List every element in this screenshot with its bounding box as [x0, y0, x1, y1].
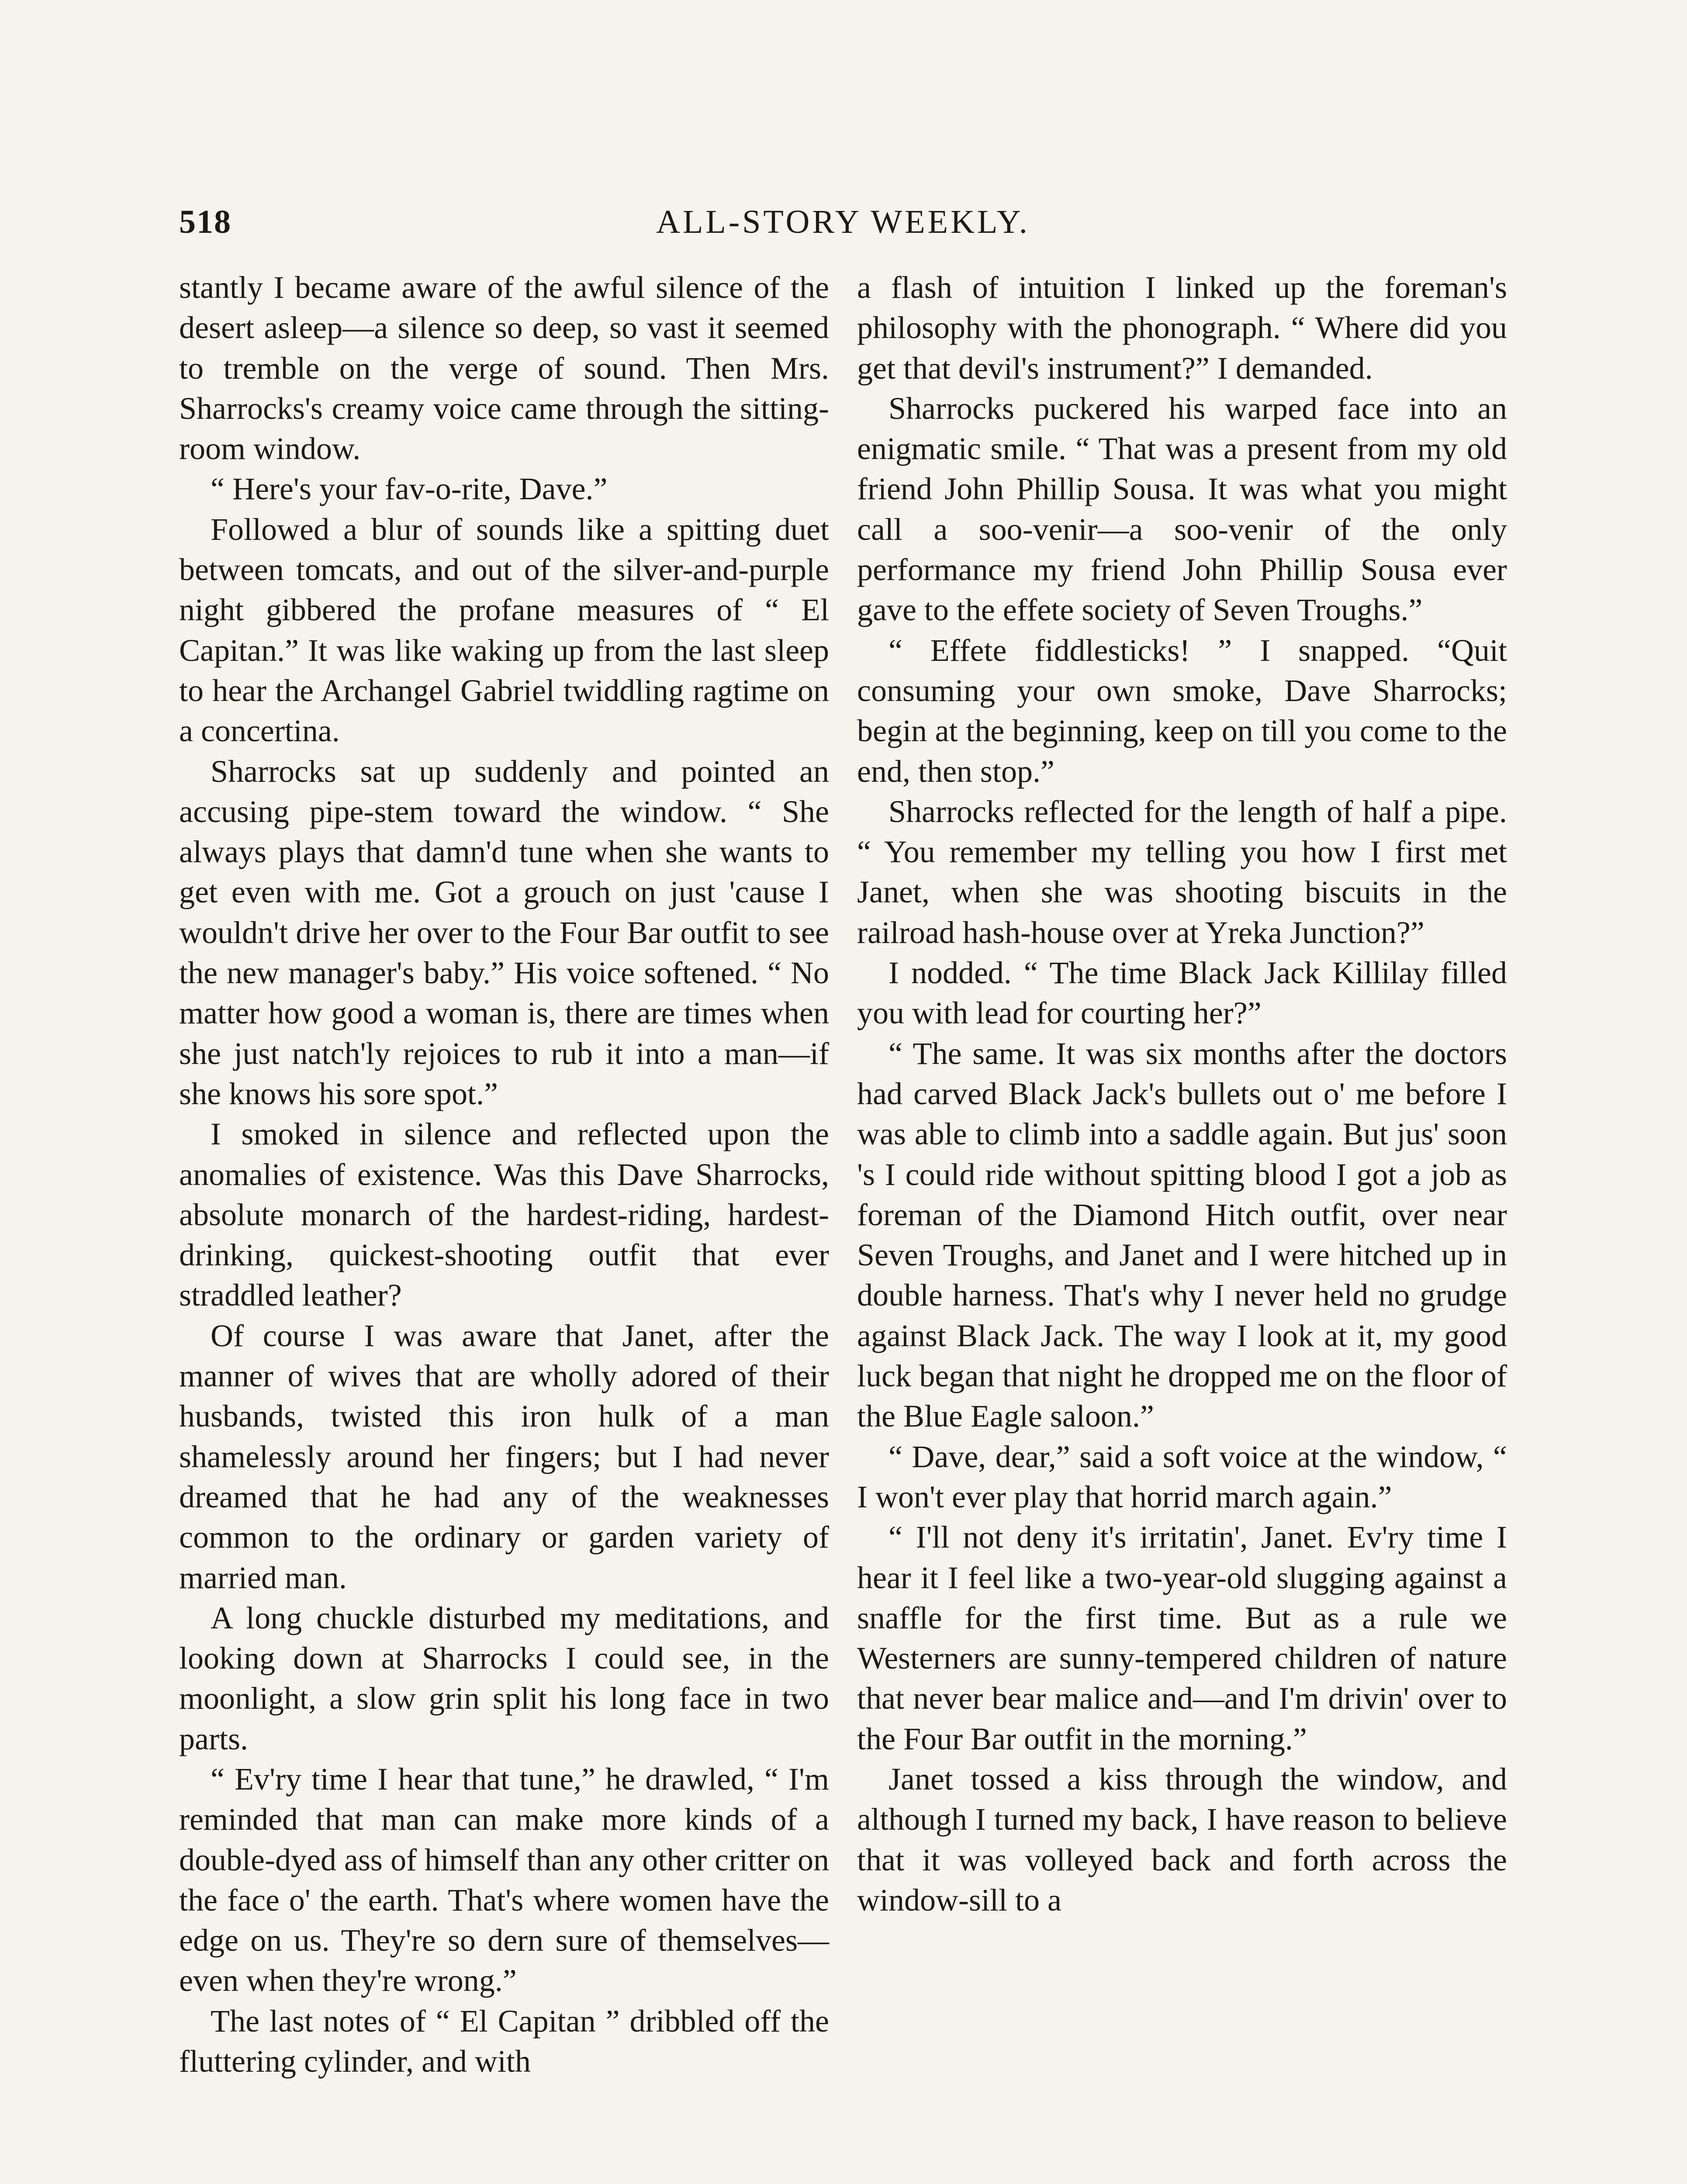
right-column: [857, 267, 1507, 1920]
paragraph: Sharrocks puckered his warped face into an enigmatic smile. “ That was a present from my old friend John Phillip Sousa. It was what you might call a soo-venir—a soo-venir of the only performance my friend John Phillip Sousa ever gave to the effete society of Seven Troughs.”: [857, 390, 1507, 628]
page-header: [179, 199, 1507, 260]
paragraph: I nodded. “ The time Black Jack Killilay filled you with lead for courting her?”: [857, 955, 1507, 1031]
paragraph: “ The same. It was six months after the doctors had carved Black Jack's bullets out o' me before I was able to climb into a saddle again. But jus' soon 's I could ride without spitting blood I got a job as foreman of the Diamond Hitch outfit, over near Seven Troughs, and Janet and I were hitched up in double harness. That's why I never held no grudge against Black Jack. The way I look at it, my good luck began that night he dropped me on the floor of the Blue Eagle saloon.”: [857, 1036, 1507, 1434]
running-head: ALL-STORY WEEKLY.: [656, 204, 1030, 240]
page-number: 518: [179, 204, 232, 240]
paragraph: Sharrocks sat up suddenly and pointed an accusing pipe-stem toward the window. “ She always plays that damn'd tune when she wants to get even with me. Got a grouch on just 'cause I wouldn't drive her over to the Four Bar outfit to see the new manager's baby.” His voice softened. “ No matter how good a woman is, there are times when she just natch'ly rejoices to rub it into a man—if she knows his sore spot.”: [179, 753, 829, 1111]
paragraph: “ Here's your fav-o-rite, Dave.”: [211, 471, 608, 507]
paragraph: “ Ev'ry time I hear that tune,” he drawled, “ I'm reminded that man can make more kinds of a double-dyed ass of himself than any other critter on the face o' the earth. That's where women have the edge on us. They're so dern sure of themselves—even when they're wrong.”: [179, 1761, 829, 1998]
paragraph: “ Dave, dear,” said a soft voice at the window, “ I won't ever play that horrid march again.”: [857, 1439, 1507, 1514]
paragraph: “ Effete fiddlesticks! ” I snapped. “Quit consuming your own smoke, Dave Sharrocks; begin at the beginning, keep on till you come to the end, then stop.”: [857, 632, 1507, 789]
paragraph: “ I'll not deny it's irritatin', Janet. Ev'ry time I hear it I feel like a two-year-old slugging against a snaffle for the first time. But as a rule we Westerners are sunny-tempered children of nature that never bear malice and—and I'm drivin' over to the Four Bar outfit in the morning.”: [857, 1520, 1507, 1756]
left-column: [179, 267, 829, 2081]
paragraph: I smoked in silence and reflected upon the anomalies of existence. Was this Dave Sharrocks, absolute monarch of the hardest-riding, hardest-drinking, quickest-shooting outfit that ever straddled leather?: [179, 1116, 829, 1313]
paragraph: A long chuckle disturbed my meditations, and looking down at Sharrocks I could see, in the moonlight, a slow grin split his long face in two parts.: [179, 1600, 829, 1756]
paragraph: Followed a blur of sounds like a spitting duet between tomcats, and out of the silver-and-purple night gibbered the profane measures of “ El Capitan.” It was like waking up from the last sleep to hear the Archangel Gabriel twiddling ragtime on a concertina.: [179, 511, 829, 749]
paragraph: a flash of intuition I linked up the foreman's philosophy with the phonograph. “ Where did you get that devil's instrument?” I demanded.: [857, 270, 1507, 386]
paragraph: Of course I was aware that Janet, after the manner of wives that are wholly adored of their husbands, twisted this iron hulk of a man shamelessly around her fingers; but I had never dreamed that he had any of the weaknesses common to the ordinary or garden variety of married man.: [179, 1318, 829, 1595]
paragraph: The last notes of “ El Capitan ” dribbled off the fluttering cylinder, and with: [179, 2003, 829, 2079]
paragraph: stantly I became aware of the awful silence of the desert asleep—a silence so deep, so vast it seemed to tremble on the verge of sound. Then Mrs. Sharrocks's creamy voice came through the sitting-room window.: [179, 270, 829, 467]
paragraph: Sharrocks reflected for the length of half a pipe. “ You remember my telling you how I first met Janet, when she was shooting biscuits in the railroad hash-house over at Yreka Junction?”: [857, 794, 1507, 950]
paragraph: Janet tossed a kiss through the window, and although I turned my back, I have reason to believe that it was volleyed back and forth across the window-sill to a: [857, 1761, 1507, 1918]
